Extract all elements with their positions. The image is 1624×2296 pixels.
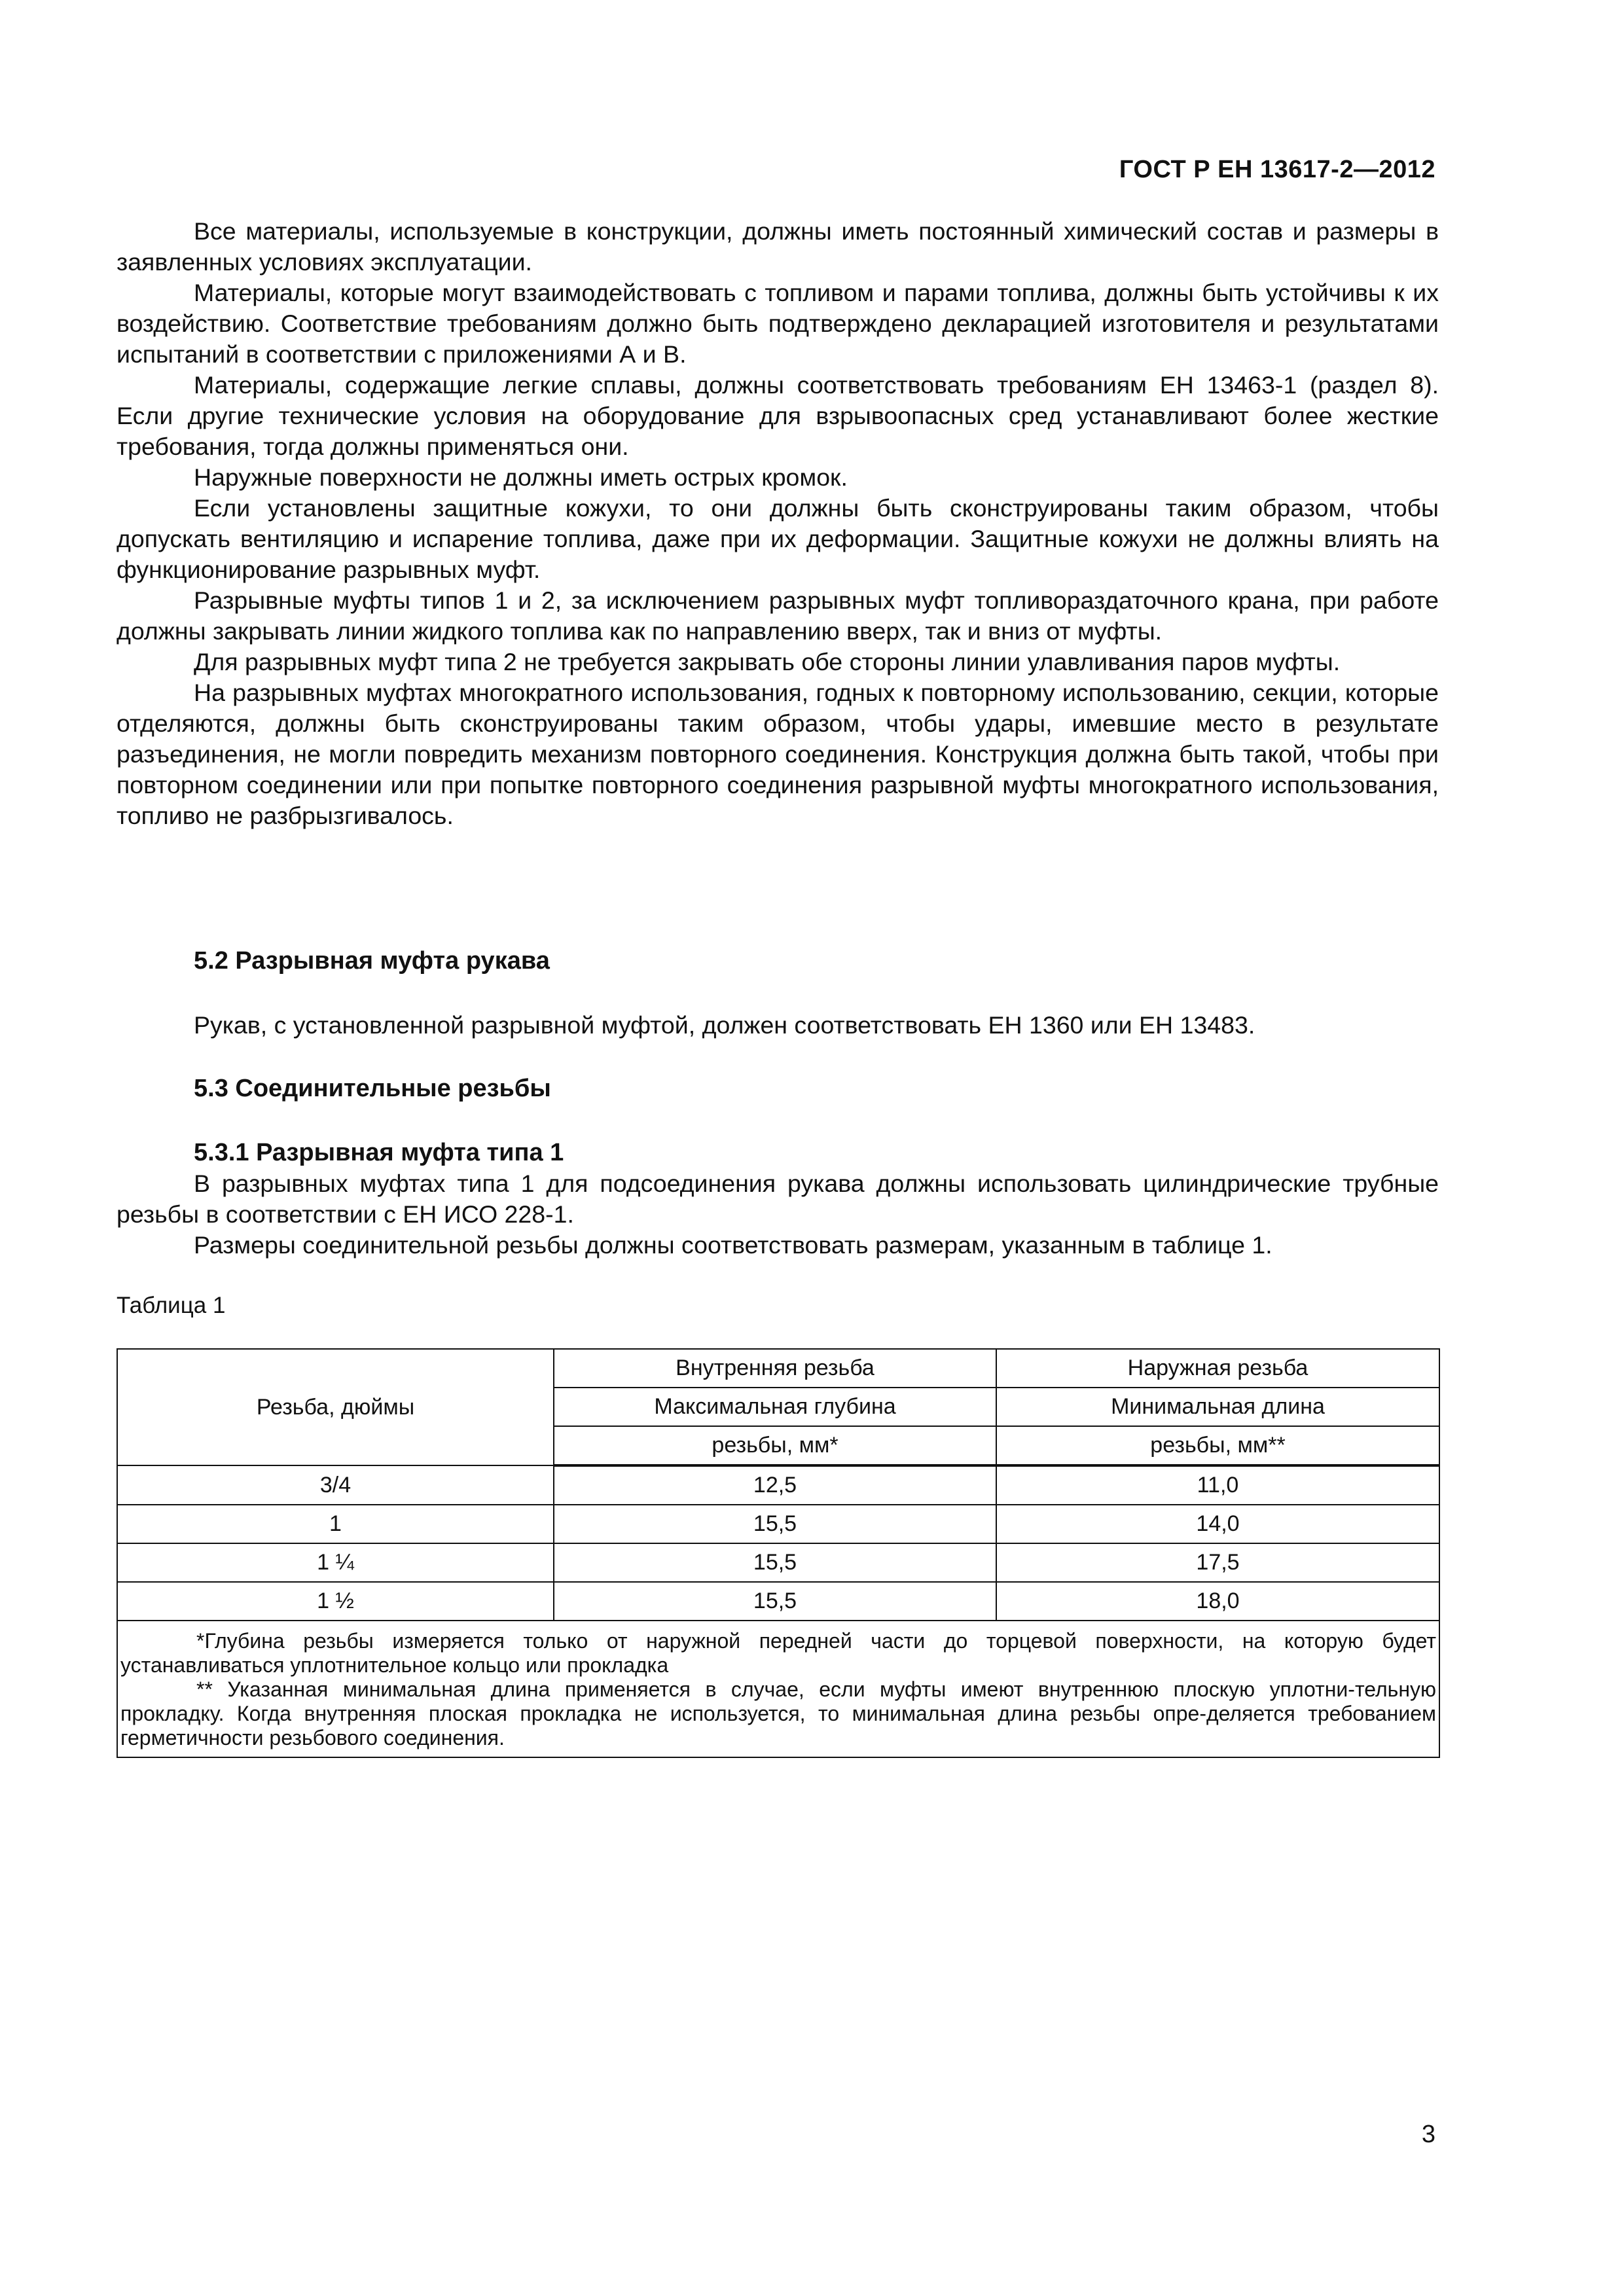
paragraph: Наружные поверхности не должны иметь острых кромок. [194,463,848,491]
paragraph: Все материалы, используемые в конструкции, должны иметь постоянный химический состав и размеры в заявленных условиях эксплуатации. [117,217,1439,276]
section-5-3-1-text [117,1168,1439,1261]
cell-thread: 1 [117,1505,554,1543]
paragraph: Материалы, содержащие легкие сплавы, должны соответствовать требованиям ЕН 13463-1 (раздел 8). Если другие технические условия на оборудование для взрывоопасных сред устанавливают более жесткие требования, тогда должны применяться они. [117,371,1439,460]
table-row [117,1505,1439,1543]
paragraph: На разрывных муфтах многократного использования, годных к повторному использованию, секции, которые отделяются, должны быть сконструированы таким образом, чтобы удары, имевшие место в результате разъединения, не могли повредить механизм повторного соединения. Конструкция должна быть такой, чтобы при повторном соединении или при попытке повторного соединения разрывной муфты многократного использования, топливо не разбрызгивалось. [117,679,1439,829]
cell-internal: 15,5 [554,1543,996,1582]
header-min-length-line1: Минимальная длина [996,1388,1439,1426]
paragraph: Если установлены защитные кожухи, то они должны быть сконструированы таким образом, чтобы допускать вентиляцию и испарение топлива, даже при их деформации. Защитные кожухи не должны влиять на функционирование разрывных муфт. [117,494,1439,583]
cell-external: 17,5 [996,1543,1439,1582]
paragraph: В разрывных муфтах типа 1 для подсоединения рукава должны использовать цилиндрические трубные резьбы в соответствии с ЕН ИСО 228-1. [117,1170,1439,1228]
cell-external: 11,0 [996,1465,1439,1505]
header-max-depth-line1: Максимальная глубина [554,1388,996,1426]
table-row [117,1582,1439,1621]
cell-external: 14,0 [996,1505,1439,1543]
document-header: ГОСТ Р ЕН 13617-2—2012 [1119,156,1435,183]
paragraph: Для разрывных муфт типа 2 не требуется закрывать обе стороны линии улавливания паров муфты. [194,648,1341,675]
footnote-depth: *Глубина резьбы измеряется только от наружной передней части до торцевой поверхности, на которую будет устанавливаться уплотнительное кольцо или прокладка [120,1629,1436,1677]
thread-table [117,1348,1440,1758]
table-caption: Таблица 1 [117,1293,226,1318]
paragraph: Разрывные муфты типов 1 и 2, за исключением разрывных муфт топливораздаточного крана, при работе должны закрывать линии жидкого топлива как по направлению вверх, так и вниз от муфты. [117,586,1439,645]
table-row [117,1465,1439,1505]
cell-thread: 1 ½ [117,1582,554,1621]
page-number: 3 [1421,2121,1435,2148]
header-external-thread: Наружная резьба [996,1349,1439,1388]
cell-internal: 12,5 [554,1465,996,1505]
cell-internal: 15,5 [554,1505,996,1543]
header-max-depth-line2: резьбы, мм* [554,1426,996,1465]
paragraph: Размеры соединительной резьбы должны соответствовать размерам, указанным в таблице 1. [194,1231,1272,1259]
section-5-2-title: 5.2 Разрывная муфта рукава [194,947,550,975]
cell-thread: 3/4 [117,1465,554,1505]
intro-text [117,216,1439,831]
table-row [117,1543,1439,1582]
cell-thread: 1 ¼ [117,1543,554,1582]
section-5-3-1-title: 5.3.1 Разрывная муфта типа 1 [194,1139,564,1166]
paragraph: Материалы, которые могут взаимодействовать с топливом и парами топлива, должны быть устойчивы к их воздействию. Соответствие требованиям должно быть подтверждено декларацией изготовителя и результатами испытаний в соответствии с приложениями А и В. [117,279,1439,368]
paragraph: Рукав, с установленной разрывной муфтой, должен соответствовать ЕН 1360 или ЕН 13483. [194,1011,1255,1039]
header-thread-inches: Резьба, дюймы [117,1349,554,1465]
section-5-3-title: 5.3 Соединительные резьбы [194,1075,551,1102]
table-notes [117,1621,1439,1757]
section-5-2-text [117,1010,1439,1041]
cell-internal: 15,5 [554,1582,996,1621]
footnote-length: ** Указанная минимальная длина применяется в случае, если муфты имеют внутреннюю плоскую уплотни-тельную прокладку. Когда внутренняя плоская прокладка не используется, то минимальная длина резьбы опре-деляется требованием герметичности резьбового соединения. [120,1677,1436,1749]
header-min-length-line2: резьбы, мм** [996,1426,1439,1465]
cell-external: 18,0 [996,1582,1439,1621]
header-internal-thread: Внутренняя резьба [554,1349,996,1388]
